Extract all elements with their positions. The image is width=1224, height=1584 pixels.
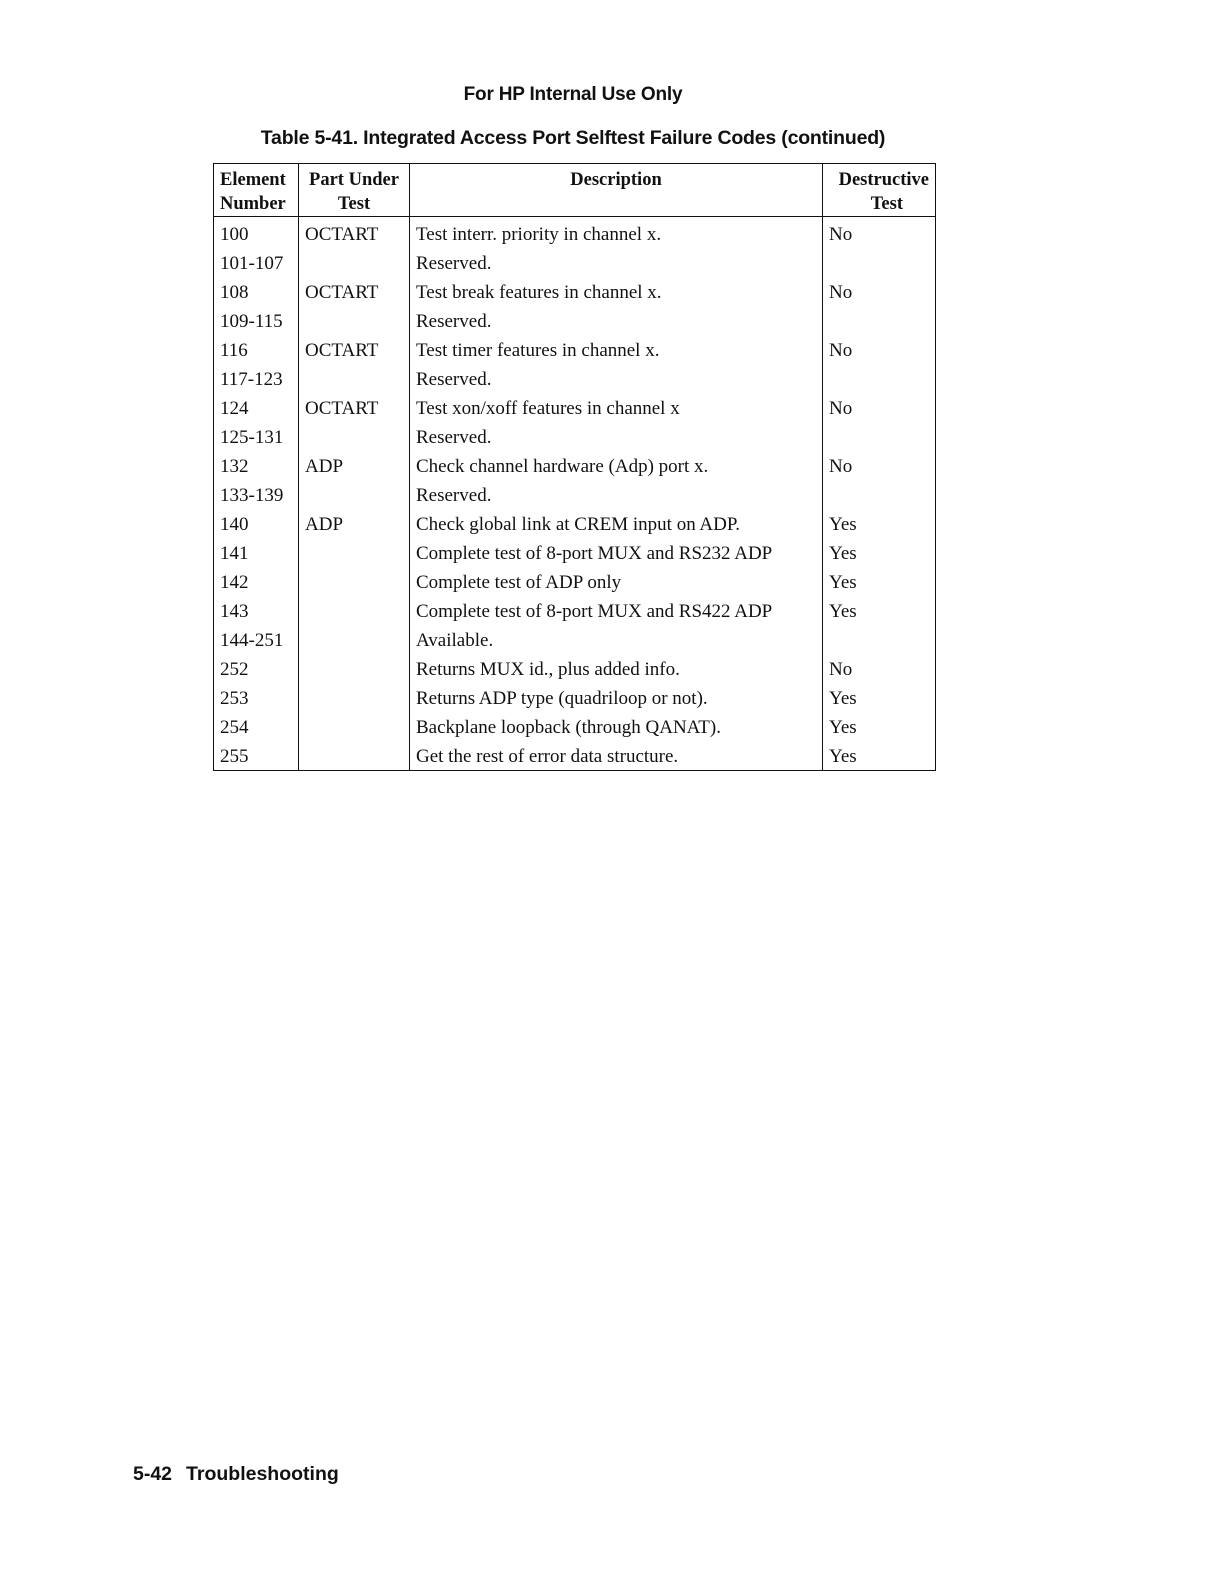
cell-element-number: 252 (214, 654, 299, 683)
table-body (214, 217, 936, 771)
cell-destructive-test: No (829, 659, 853, 680)
cell-element-number: 109-115 (214, 306, 299, 335)
table-header-row (214, 164, 936, 217)
cell-element-number: 133-139 (214, 480, 299, 509)
cell-part-under-test (299, 364, 410, 393)
table-row (214, 509, 936, 538)
column-header-line: Description (570, 170, 662, 190)
cell-description: Test break features in channel x. (410, 277, 823, 306)
table-row (214, 741, 936, 771)
cell-description: Reserved. (410, 364, 823, 393)
cell-description: Get the rest of error data structure. (410, 741, 823, 771)
cell-element-number: 124 (214, 393, 299, 422)
cell-description: Returns MUX id., plus added info. (410, 654, 823, 683)
cell-part-under-test (299, 683, 410, 712)
cell-element-number: 254 (214, 712, 299, 741)
cell-description: Test timer features in channel x. (410, 335, 823, 364)
table-row (214, 596, 936, 625)
cell-part-under-test (299, 712, 410, 741)
cell-destructive-test: Yes (829, 717, 857, 738)
table-row (214, 306, 936, 335)
cell-description: Reserved. (410, 480, 823, 509)
cell-description: Complete test of 8-port MUX and RS422 ADP (410, 596, 823, 625)
page-footer (133, 1463, 339, 1486)
cell-part-under-test (299, 654, 410, 683)
cell-element-number: 253 (214, 683, 299, 712)
table-row (214, 567, 936, 596)
table-row (214, 712, 936, 741)
section-name: Troubleshooting (186, 1463, 339, 1485)
table-row (214, 654, 936, 683)
cell-destructive-test (823, 422, 936, 451)
column-header-line: Part Under (309, 170, 399, 190)
cell-description: Test interr. priority in channel x. (410, 217, 823, 249)
table-row (214, 480, 936, 509)
cell-part-under-test (299, 596, 410, 625)
cell-part-under-test (299, 538, 410, 567)
cell-destructive-test: No (829, 398, 853, 419)
cell-part-under-test (299, 306, 410, 335)
column-header-line: Number (220, 194, 286, 214)
cell-element-number: 143 (214, 596, 299, 625)
column-header-line: Destructive (838, 170, 929, 190)
cell-description: Backplane loopback (through QANAT). (410, 712, 823, 741)
column-header-description (410, 164, 823, 217)
table-row (214, 625, 936, 654)
cell-destructive-test: No (829, 224, 853, 245)
cell-part-under-test (299, 480, 410, 509)
cell-description: Reserved. (410, 422, 823, 451)
cell-description: Returns ADP type (quadriloop or not). (410, 683, 823, 712)
cell-element-number: 141 (214, 538, 299, 567)
cell-destructive-test: Yes (829, 572, 857, 593)
cell-part-under-test: OCTART (299, 217, 410, 249)
cell-part-under-test (299, 567, 410, 596)
cell-destructive-test: Yes (829, 746, 857, 767)
table-row (214, 451, 936, 480)
cell-description: Test xon/xoff features in channel x (410, 393, 823, 422)
table-row (214, 422, 936, 451)
cell-part-under-test: ADP (299, 509, 410, 538)
page-number: 5-42 (133, 1463, 173, 1485)
table-title: Table 5-41. Integrated Access Port Selftest Failure Codes (continued) (260, 127, 886, 149)
column-header-line: Test (870, 194, 903, 214)
cell-element-number: 108 (214, 277, 299, 306)
table-row (214, 217, 936, 249)
cell-description: Reserved. (410, 306, 823, 335)
cell-element-number: 101-107 (214, 248, 299, 277)
cell-destructive-test (823, 364, 936, 393)
column-header-destructive-test (823, 164, 936, 217)
column-header-line: Test (337, 194, 371, 214)
column-header-element-number (214, 164, 299, 217)
cell-destructive-test: Yes (829, 688, 857, 709)
cell-element-number: 132 (214, 451, 299, 480)
table-row (214, 335, 936, 364)
cell-part-under-test: OCTART (299, 335, 410, 364)
table-row (214, 393, 936, 422)
cell-description: Available. (410, 625, 823, 654)
column-header-line: Element (220, 170, 286, 190)
internal-use-header: For HP Internal Use Only (463, 84, 683, 105)
cell-destructive-test: Yes (829, 543, 857, 564)
cell-element-number: 125-131 (214, 422, 299, 451)
cell-element-number: 100 (214, 217, 299, 249)
cell-description: Check channel hardware (Adp) port x. (410, 451, 823, 480)
cell-destructive-test: No (829, 282, 853, 303)
table-row (214, 683, 936, 712)
cell-element-number: 255 (214, 741, 299, 771)
cell-destructive-test (823, 625, 936, 654)
cell-destructive-test: Yes (829, 514, 857, 535)
cell-part-under-test (299, 422, 410, 451)
cell-description: Complete test of ADP only (410, 567, 823, 596)
cell-element-number: 140 (214, 509, 299, 538)
cell-destructive-test (823, 248, 936, 277)
cell-element-number: 144-251 (214, 625, 299, 654)
table-header (214, 164, 936, 217)
cell-part-under-test (299, 248, 410, 277)
cell-destructive-test (823, 480, 936, 509)
cell-part-under-test: ADP (299, 451, 410, 480)
table-row (214, 248, 936, 277)
failure-codes-table (213, 163, 936, 771)
table-row (214, 538, 936, 567)
cell-element-number: 117-123 (214, 364, 299, 393)
cell-part-under-test: OCTART (299, 393, 410, 422)
cell-part-under-test (299, 625, 410, 654)
cell-destructive-test: No (829, 456, 853, 477)
cell-description: Check global link at CREM input on ADP. (410, 509, 823, 538)
table-row (214, 364, 936, 393)
cell-destructive-test: No (829, 340, 853, 361)
cell-description: Reserved. (410, 248, 823, 277)
cell-destructive-test: Yes (829, 601, 857, 622)
cell-part-under-test (299, 741, 410, 771)
table-row (214, 277, 936, 306)
column-header-part-under-test (299, 164, 410, 217)
cell-part-under-test: OCTART (299, 277, 410, 306)
cell-description: Complete test of 8-port MUX and RS232 ADP (410, 538, 823, 567)
cell-destructive-test (823, 306, 936, 335)
cell-element-number: 116 (214, 335, 299, 364)
cell-element-number: 142 (214, 567, 299, 596)
